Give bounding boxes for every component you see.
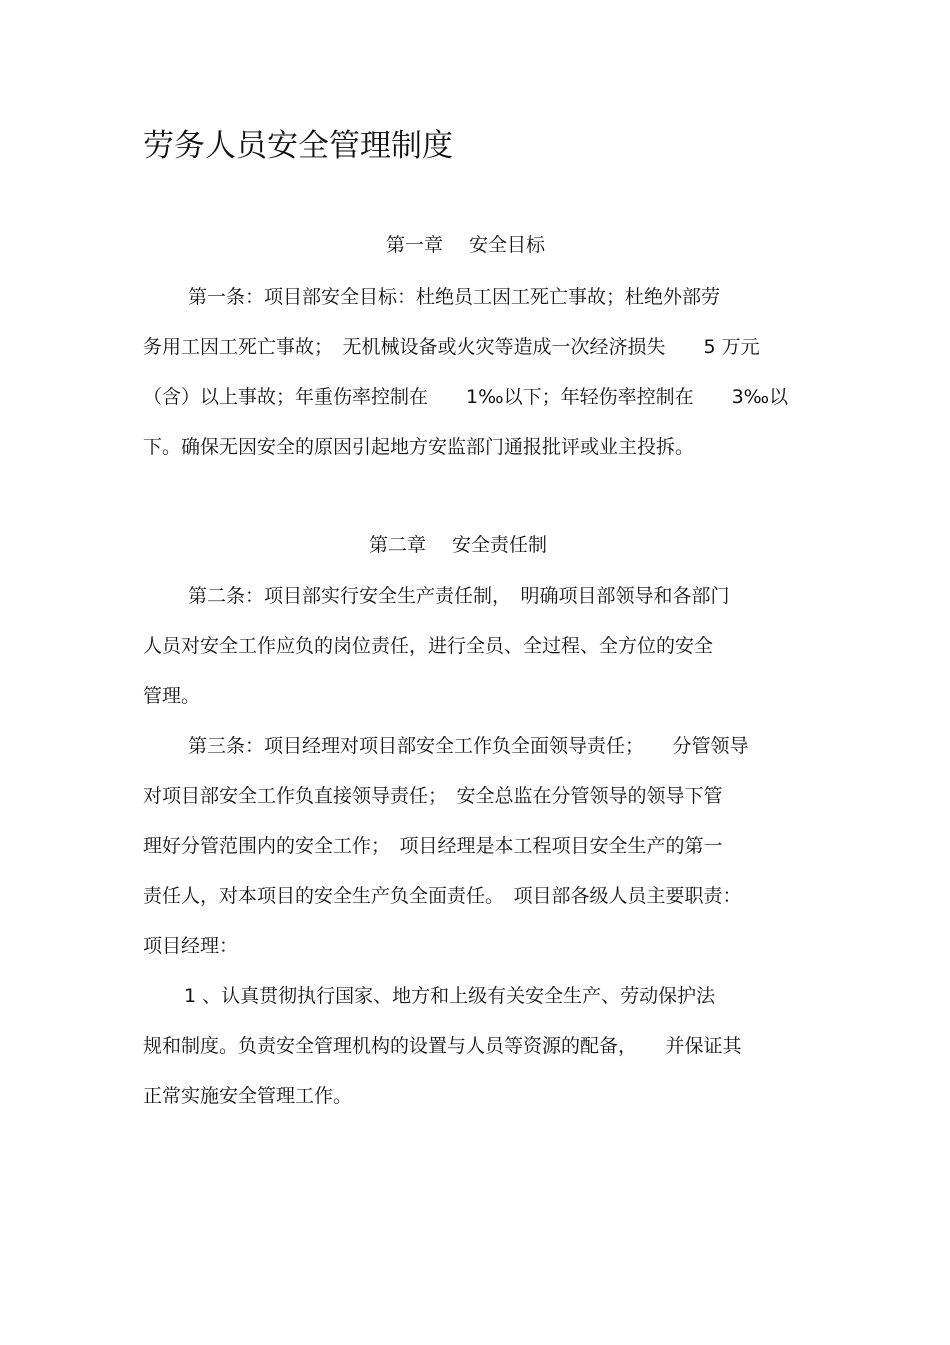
duty-item-1-line: 正常实施安全管理工作。 [143,1085,353,1107]
article-3-line: 第三条：项目经理对项目部安全工作负全面领导责任； 分管领导 [188,735,749,757]
article-2-line: 管理。 [143,685,201,707]
chapter-2-heading [0,531,950,559]
chapter-2-number: 第二章 [369,534,427,556]
article-1-line: 第一条：项目部安全目标：杜绝员工因工死亡事故；杜绝外部劳 [188,286,721,308]
article-3-line: 责任人，对本项目的安全生产负全面责任。 项目部各级人员主要职责： [143,885,742,907]
article-2-line: 第二条：项目部实行安全生产责任制， 明确项目部领导和各部门 [188,585,730,607]
article-3-line: 对项目部安全工作负直接领导责任； 安全总监在分管领导的领导下管 [143,785,723,807]
article-2-line: 人员对安全工作应负的岗位责任，进行全员、全过程、全方位的安全 [143,635,714,657]
article-3-line: 项目经理： [143,935,239,957]
article-3-line: 理好分管范围内的安全工作； 项目经理是本工程项目安全生产的第一 [143,835,723,857]
document-title: 劳务人员安全管理制度 [143,128,453,164]
duty-item-1-line: 规和制度。负责安全管理机构的设置与人员等资源的配备， 并保证其 [143,1035,742,1057]
chapter-2-title: 安全责任制 [452,534,548,556]
chapter-1-title: 安全目标 [469,234,546,256]
article-1-line: （含）以上事故；年重伤率控制在 1‰以下；年轻伤率控制在 3‰以 [143,386,789,408]
article-1-line: 务用工因工死亡事故； 无机械设备或火灾等造成一次经济损失 5 万元 [143,336,760,358]
article-1-line: 下。确保无因安全的原因引起地方安监部门通报批评或业主投拆。 [143,436,695,458]
duty-item-1-line: 1 、认真贯彻执行国家、地方和上级有关安全生产、劳动保护法 [184,985,716,1007]
chapter-1-heading [0,231,950,259]
chapter-1-number: 第一章 [386,234,444,256]
